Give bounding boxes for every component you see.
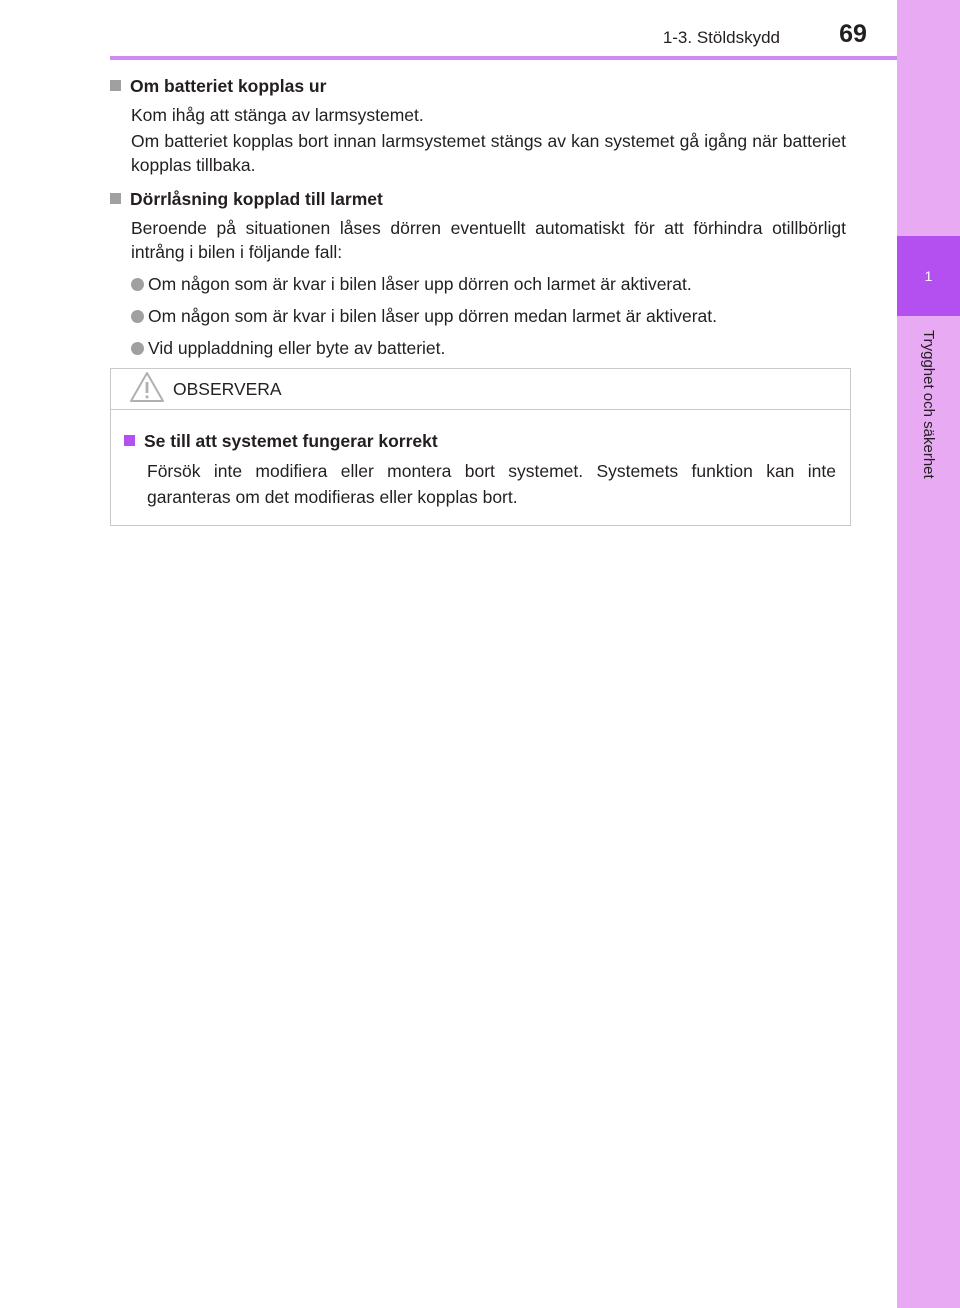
list-item-text: Om någon som är kvar i bilen låser upp dörren medan larmet är aktiverat. [148,306,718,326]
list-item [131,272,846,296]
section-heading-text: Dörrlåsning kopplad till larmet [130,189,383,209]
header-section-title: 1-3. Stöldskydd [662,28,780,47]
notice-paragraph: Försök inte modifiera eller montera bort systemet. Systemets funktion kan inte garanteras om det modifieras eller kopplas bort. [147,461,836,507]
list-item [131,336,846,360]
notice-title: OBSERVERA [173,378,282,399]
chapter-number: 1 [897,236,960,316]
page-number: 69 [839,20,867,48]
notice-heading-text: Se till att systemet fungerar korrekt [144,431,438,451]
circle-bullet-icon [131,310,144,323]
paragraph: Beroende på situationen låses dörren eventuellt automatiskt för att förhindra otillbörligt intrång i bilen i följande fall: [131,218,846,262]
circle-bullet-icon [131,278,144,291]
list-item [131,304,846,328]
square-bullet-icon [124,435,135,446]
square-bullet-icon [110,193,121,204]
chapter-label: Trygghet och säkerhet [920,330,937,479]
list-item-text: Om någon som är kvar i bilen låser upp dörren och larmet är aktiverat. [148,274,692,294]
warning-triangle-icon [129,371,165,408]
section-heading-text: Om batteriet kopplas ur [130,76,327,96]
paragraph: Kom ihåg att stänga av larmsystemet. [131,105,424,125]
main-content [110,74,846,360]
notice-header [111,369,850,410]
section-heading [110,74,846,98]
notice-body [111,410,850,510]
notice-box [110,368,851,526]
notice-heading [124,428,836,454]
section-heading [110,187,846,211]
square-bullet-icon [110,80,121,91]
paragraph: Om batteriet kopplas bort innan larmsystemet stängs av kan systemet gå igång när batteriet kopplas tillbaka. [131,131,846,175]
circle-bullet-icon [131,342,144,355]
side-tab [897,0,960,1308]
header-rule [110,56,897,60]
list-item-text: Vid uppladdning eller byte av batteriet. [148,338,446,358]
